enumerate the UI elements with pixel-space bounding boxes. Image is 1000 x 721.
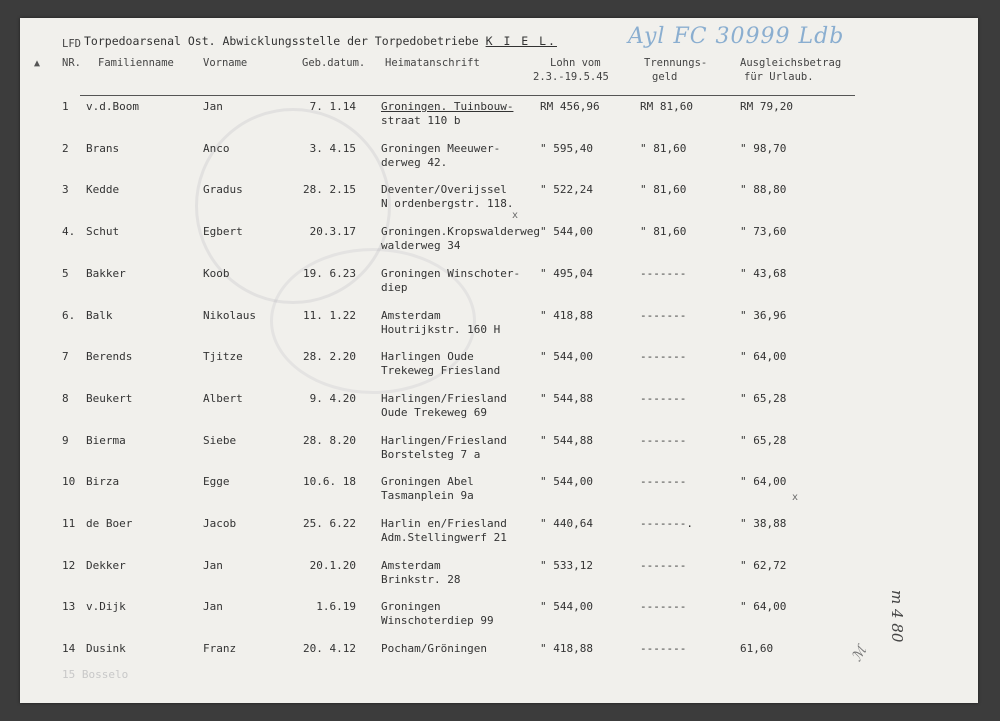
row-number: 5 <box>62 266 69 280</box>
row-heimatanschrift <box>381 475 474 503</box>
row-vorname: Gradus <box>203 183 243 197</box>
row-familienname: Balk <box>86 308 113 322</box>
row-lohn: " 440,64 <box>540 517 593 530</box>
address-line-2: Winschoterdiep 99 <box>381 614 494 628</box>
row-number: 7 <box>62 350 69 364</box>
row-heimatanschrift <box>381 309 500 337</box>
header-rule <box>80 95 855 96</box>
row-geb-datum: 20. 4.12 <box>303 642 356 656</box>
header-vorname: Vorname <box>203 57 248 69</box>
row-vorname: Jacob <box>203 517 237 530</box>
row-geb-datum: 19. 6.23 <box>303 266 356 280</box>
row-geb-datum: 20.3.17 <box>309 225 356 239</box>
row-lohn: " 544,00 <box>540 475 593 489</box>
document-title <box>84 34 557 48</box>
row-geb-datum: 1.6.19 <box>316 600 356 614</box>
row-ausgleichsbetrag: " 88,80 <box>740 183 787 197</box>
header-lfd: LFD <box>62 38 81 50</box>
address-line-2: derweg 42. <box>381 155 448 169</box>
address-line-1: Groningen Meeuwer- <box>381 141 501 155</box>
row-ausgleichsbetrag: RM 79,20 <box>740 100 793 113</box>
row-familienname: Bierma <box>86 433 126 447</box>
row-trennungsgeld: ------- <box>640 391 687 405</box>
row-lohn: " 418,88 <box>540 642 593 656</box>
row-geb-datum: 9. 4.20 <box>309 391 356 405</box>
row-lohn: " 544,88 <box>540 391 593 405</box>
row-number: 11 <box>62 517 76 530</box>
header-heimatanschrift: Heimatanschrift <box>385 57 480 69</box>
row-heimatanschrift <box>381 392 507 420</box>
address-line-1: Harlin en/Friesland <box>381 517 507 530</box>
address-line-2: Brinkstr. 28 <box>381 572 461 586</box>
row-geb-datum: 28. 2.20 <box>303 350 356 364</box>
row-number: 10 <box>62 475 76 489</box>
address-line-1: Amsterdam <box>381 308 441 322</box>
row-ausgleichsbetrag: " 62,72 <box>740 558 787 572</box>
row-ausgleichsbetrag: " 98,70 <box>740 141 787 155</box>
address-line-1: Groningen <box>381 600 441 614</box>
row-lohn: " 544,88 <box>540 433 593 447</box>
row-vorname: Franz <box>203 642 237 656</box>
x-mark: x <box>792 492 799 503</box>
row-lohn: RM 456,96 <box>540 100 600 113</box>
side-handwritten-note: m 4 80 <box>888 590 906 643</box>
address-line-2: straat 110 b <box>381 114 461 127</box>
header-trennung-line1: Trennungs- <box>644 57 708 69</box>
row-ausgleichsbetrag: " 36,96 <box>740 308 787 322</box>
margin-arrow-mark: ▲ <box>34 58 41 69</box>
row-ausgleichsbetrag: 61,60 <box>740 642 774 656</box>
address-line-2: Oude Trekeweg 69 <box>381 405 487 419</box>
row-heimatanschrift <box>381 267 520 295</box>
row-familienname: Schut <box>86 225 120 239</box>
row-ausgleichsbetrag: " 64,00 <box>740 600 787 614</box>
row-lohn: " 544,00 <box>540 225 593 239</box>
row-geb-datum: 28. 2.15 <box>303 183 356 197</box>
row-geb-datum: 11. 1.22 <box>303 308 356 322</box>
row-ausgleichsbetrag: " 38,88 <box>740 517 787 530</box>
address-line-2: Adm.Stellingwerf 21 <box>381 531 507 544</box>
address-line-2: Tasmanplein 9a <box>381 489 474 503</box>
row-lohn: " 495,04 <box>540 266 593 280</box>
address-line-2: walderweg 34 <box>381 239 461 253</box>
row-familienname: Birza <box>86 475 120 489</box>
row-number: 3 <box>62 183 69 197</box>
address-line-1: Harlingen/Friesland <box>381 391 507 405</box>
row-trennungsgeld: RM 81,60 <box>640 100 693 113</box>
row-ausgleichsbetrag: " 64,00 <box>740 350 787 364</box>
address-line-1: Amsterdam <box>381 558 441 572</box>
row-familienname: Brans <box>86 141 120 155</box>
row-vorname: Egge <box>203 475 230 489</box>
header-nr: NR. <box>62 57 81 69</box>
address-line-2: Borstelsteg 7 a <box>381 447 481 461</box>
row-vorname: Anco <box>203 141 230 155</box>
row-geb-datum: 28. 8.20 <box>303 433 356 447</box>
row-familienname: Dekker <box>86 558 126 572</box>
row-heimatanschrift <box>381 100 513 128</box>
header-geb-datum: Geb.datum. <box>302 57 366 69</box>
address-line-2: Trekeweg Friesland <box>381 364 501 378</box>
row-heimatanschrift <box>381 559 460 587</box>
header-lohn-line2: 2.3.-19.5.45 <box>533 71 609 83</box>
row-vorname: Tjitze <box>203 350 243 364</box>
header-lohn-line1: Lohn vom <box>550 57 601 69</box>
row-heimatanschrift <box>381 142 500 170</box>
row-geb-datum: 20.1.20 <box>309 558 356 572</box>
row-heimatanschrift <box>381 642 487 656</box>
address-line-1: Groningen.Kropswalderweg <box>381 225 540 239</box>
handwritten-reference-note: Ayl FC 30999 Ldb <box>628 24 845 49</box>
row-number: 14 <box>62 642 76 656</box>
row-heimatanschrift <box>381 600 494 628</box>
address-line-1: Harlingen Oude <box>381 350 474 364</box>
header-ausgleich-line1: Ausgleichsbetrag <box>740 57 842 69</box>
address-line-2: Houtrijkstr. 160 H <box>381 322 501 336</box>
row-trennungsgeld: ------- <box>640 600 687 614</box>
row-lohn: " 544,00 <box>540 600 593 614</box>
initials-mark: ℳ <box>848 643 871 665</box>
row-familienname: v.d.Boom <box>86 100 139 113</box>
row-ausgleichsbetrag: " 65,28 <box>740 391 787 405</box>
row-trennungsgeld: ------- <box>640 308 687 322</box>
header-familienname: Familienname <box>98 57 174 69</box>
x-mark: x <box>512 210 519 221</box>
row-geb-datum: 10.6. 18 <box>303 475 356 489</box>
row-trennungsgeld: ------- <box>640 350 687 364</box>
row-lohn: " 522,24 <box>540 183 593 197</box>
title-text: Torpedoarsenal Ost. Abwicklungsstelle der Torpedobetriebe <box>84 34 479 48</box>
row-heimatanschrift <box>381 517 507 545</box>
row-number: 9 <box>62 433 69 447</box>
row-trennungsgeld: -------. <box>640 517 693 530</box>
header-trennung-line2: geld <box>652 71 678 83</box>
row-number: 2 <box>62 141 69 155</box>
row-number: 12 <box>62 558 76 572</box>
address-line-1: Groningen. Tuinbouw- <box>381 100 514 113</box>
row-number: 1 <box>62 100 69 113</box>
row-heimatanschrift <box>381 434 507 462</box>
row-vorname: Jan <box>203 100 223 113</box>
address-line-1: Harlingen/Friesland <box>381 433 507 447</box>
address-line-1: Groningen Winschoter- <box>381 266 521 280</box>
row-lohn: " 544,00 <box>540 350 593 364</box>
row-vorname: Jan <box>203 600 223 614</box>
row-trennungsgeld: ------- <box>640 558 687 572</box>
row-familienname: Beukert <box>86 391 133 405</box>
address-line-1: Groningen Abel <box>381 475 474 489</box>
faded-row: 15 Bosselo <box>62 668 129 681</box>
row-familienname: v.Dijk <box>86 600 126 614</box>
row-familienname: Bakker <box>86 266 126 280</box>
row-ausgleichsbetrag: " 43,68 <box>740 266 787 280</box>
row-ausgleichsbetrag: " 73,60 <box>740 225 787 239</box>
row-vorname: Nikolaus <box>203 308 256 322</box>
title-city: K I E L. <box>485 34 557 48</box>
row-trennungsgeld: ------- <box>640 475 687 489</box>
row-familienname: Kedde <box>86 183 120 197</box>
row-lohn: " 418,88 <box>540 308 593 322</box>
row-number: 6. <box>62 308 76 322</box>
row-lohn: " 595,40 <box>540 141 593 155</box>
row-vorname: Albert <box>203 391 243 405</box>
row-ausgleichsbetrag: " 65,28 <box>740 433 787 447</box>
row-vorname: Siebe <box>203 433 237 447</box>
document-page <box>20 18 978 703</box>
row-heimatanschrift <box>381 350 500 378</box>
address-line-2: diep <box>381 280 408 294</box>
address-line-1: Pocham/Gröningen <box>381 642 487 656</box>
row-vorname: Egbert <box>203 225 243 239</box>
row-geb-datum: 7. 1.14 <box>309 100 356 113</box>
row-heimatanschrift <box>381 183 513 211</box>
row-familienname: Dusink <box>86 642 126 656</box>
row-vorname: Koob <box>203 266 230 280</box>
row-heimatanschrift <box>381 225 540 253</box>
row-number: 13 <box>62 600 76 614</box>
header-ausgleich-line2: für Urlaub. <box>744 71 814 83</box>
row-geb-datum: 3. 4.15 <box>309 141 356 155</box>
row-vorname: Jan <box>203 558 223 572</box>
row-trennungsgeld: " 81,60 <box>640 225 687 239</box>
row-ausgleichsbetrag: " 64,00 <box>740 475 787 489</box>
row-trennungsgeld: ------- <box>640 266 687 280</box>
row-lohn: " 533,12 <box>540 558 593 572</box>
row-trennungsgeld: ------- <box>640 433 687 447</box>
row-number: 4. <box>62 225 76 239</box>
row-geb-datum: 25. 6.22 <box>303 517 356 530</box>
row-familienname: de Boer <box>86 517 133 530</box>
row-familienname: Berends <box>86 350 133 364</box>
address-line-1: Deventer/Overijssel <box>381 183 507 197</box>
row-trennungsgeld: " 81,60 <box>640 183 687 197</box>
row-trennungsgeld: ------- <box>640 642 687 656</box>
row-trennungsgeld: " 81,60 <box>640 141 687 155</box>
address-line-2: N ordenbergstr. 118. <box>381 197 514 211</box>
row-number: 8 <box>62 391 69 405</box>
